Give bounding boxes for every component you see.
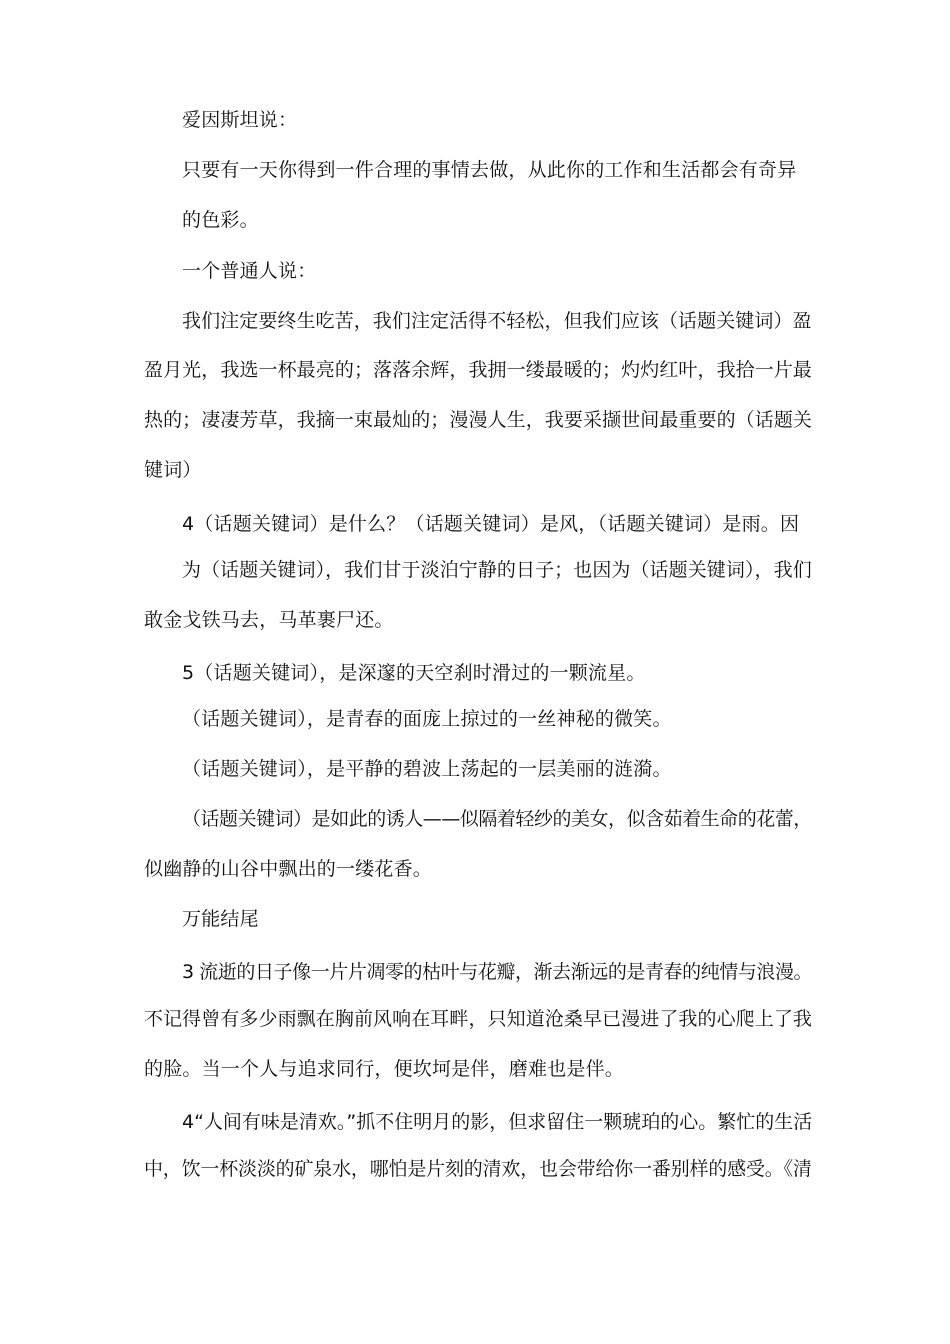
text-line-10: 为（话题关键词），我们甘于淡泊宁静的日子；也因为（话题关键词），我们 xyxy=(182,559,812,581)
text-line-3: 的色彩。 xyxy=(182,209,259,231)
text-line-2: 只要有一天你得到一件合理的事情去做，从此你的工作和生活都会有奇异 xyxy=(182,159,797,181)
text-line-13: （话题关键词），是青春的面庞上掠过的一丝神秘的微笑。 xyxy=(182,708,672,730)
text-line-7: 热的；凄凄芳草，我摘一束最灿的；漫漫人生，我要采撷世间最重要的（话题关 xyxy=(144,409,813,431)
text-line-1: 爱因斯坦说： xyxy=(182,109,298,131)
text-line-4: 一个普通人说： xyxy=(182,260,317,282)
text-line-18: 3 流逝的日子像一片片凋零的枯叶与花瓣，渐去渐远的是青春的纯情与浪漫。 xyxy=(182,961,813,983)
text-line-22: 中，饮一杯淡淡的矿泉水，哪怕是片刻的清欢，也会带给你一番别样的感受。《清 xyxy=(144,1158,812,1180)
text-line-15: （话题关键词）是如此的诱人——似隔着轻纱的美女，似含茹着生命的花蕾， xyxy=(182,808,812,830)
text-line-11: 敢金戈铁马去，马革裹尸还。 xyxy=(144,609,394,631)
text-line-9: 4（话题关键词）是什么？（话题关键词）是风，（话题关键词）是雨。因 xyxy=(182,513,800,535)
text-line-21: 4“人间有味是清欢。”抓不住明月的影，但求留住一颗琥珀的心。繁忙的生活 xyxy=(182,1111,813,1133)
text-line-17: 万能结尾 xyxy=(182,908,259,930)
text-line-19: 不记得曾有多少雨飘在胸前风响在耳畔，只知道沧桑早已漫进了我的心爬上了我 xyxy=(144,1008,813,1030)
text-line-8: 键词） xyxy=(144,459,202,481)
text-line-16: 似幽静的山谷中飘出的一缕花香。 xyxy=(144,858,433,880)
text-line-6: 盈月光，我选一杯最亮的；落落余辉，我拥一缕最暖的；灼灼红叶，我拾一片最 xyxy=(144,359,813,381)
text-line-12: 5（话题关键词），是深邃的天空刹时滑过的一颗流星。 xyxy=(182,662,646,684)
text-line-5: 我们注定要终生吃苦，我们注定活得不轻松，但我们应该（话题关键词）盈 xyxy=(182,310,812,332)
text-line-20: 的脸。当一个人与追求同行，便坎坷是伴，磨难也是伴。 xyxy=(144,1058,625,1080)
text-line-14: （话题关键词），是平静的碧波上荡起的一层美丽的涟漪。 xyxy=(182,758,672,780)
